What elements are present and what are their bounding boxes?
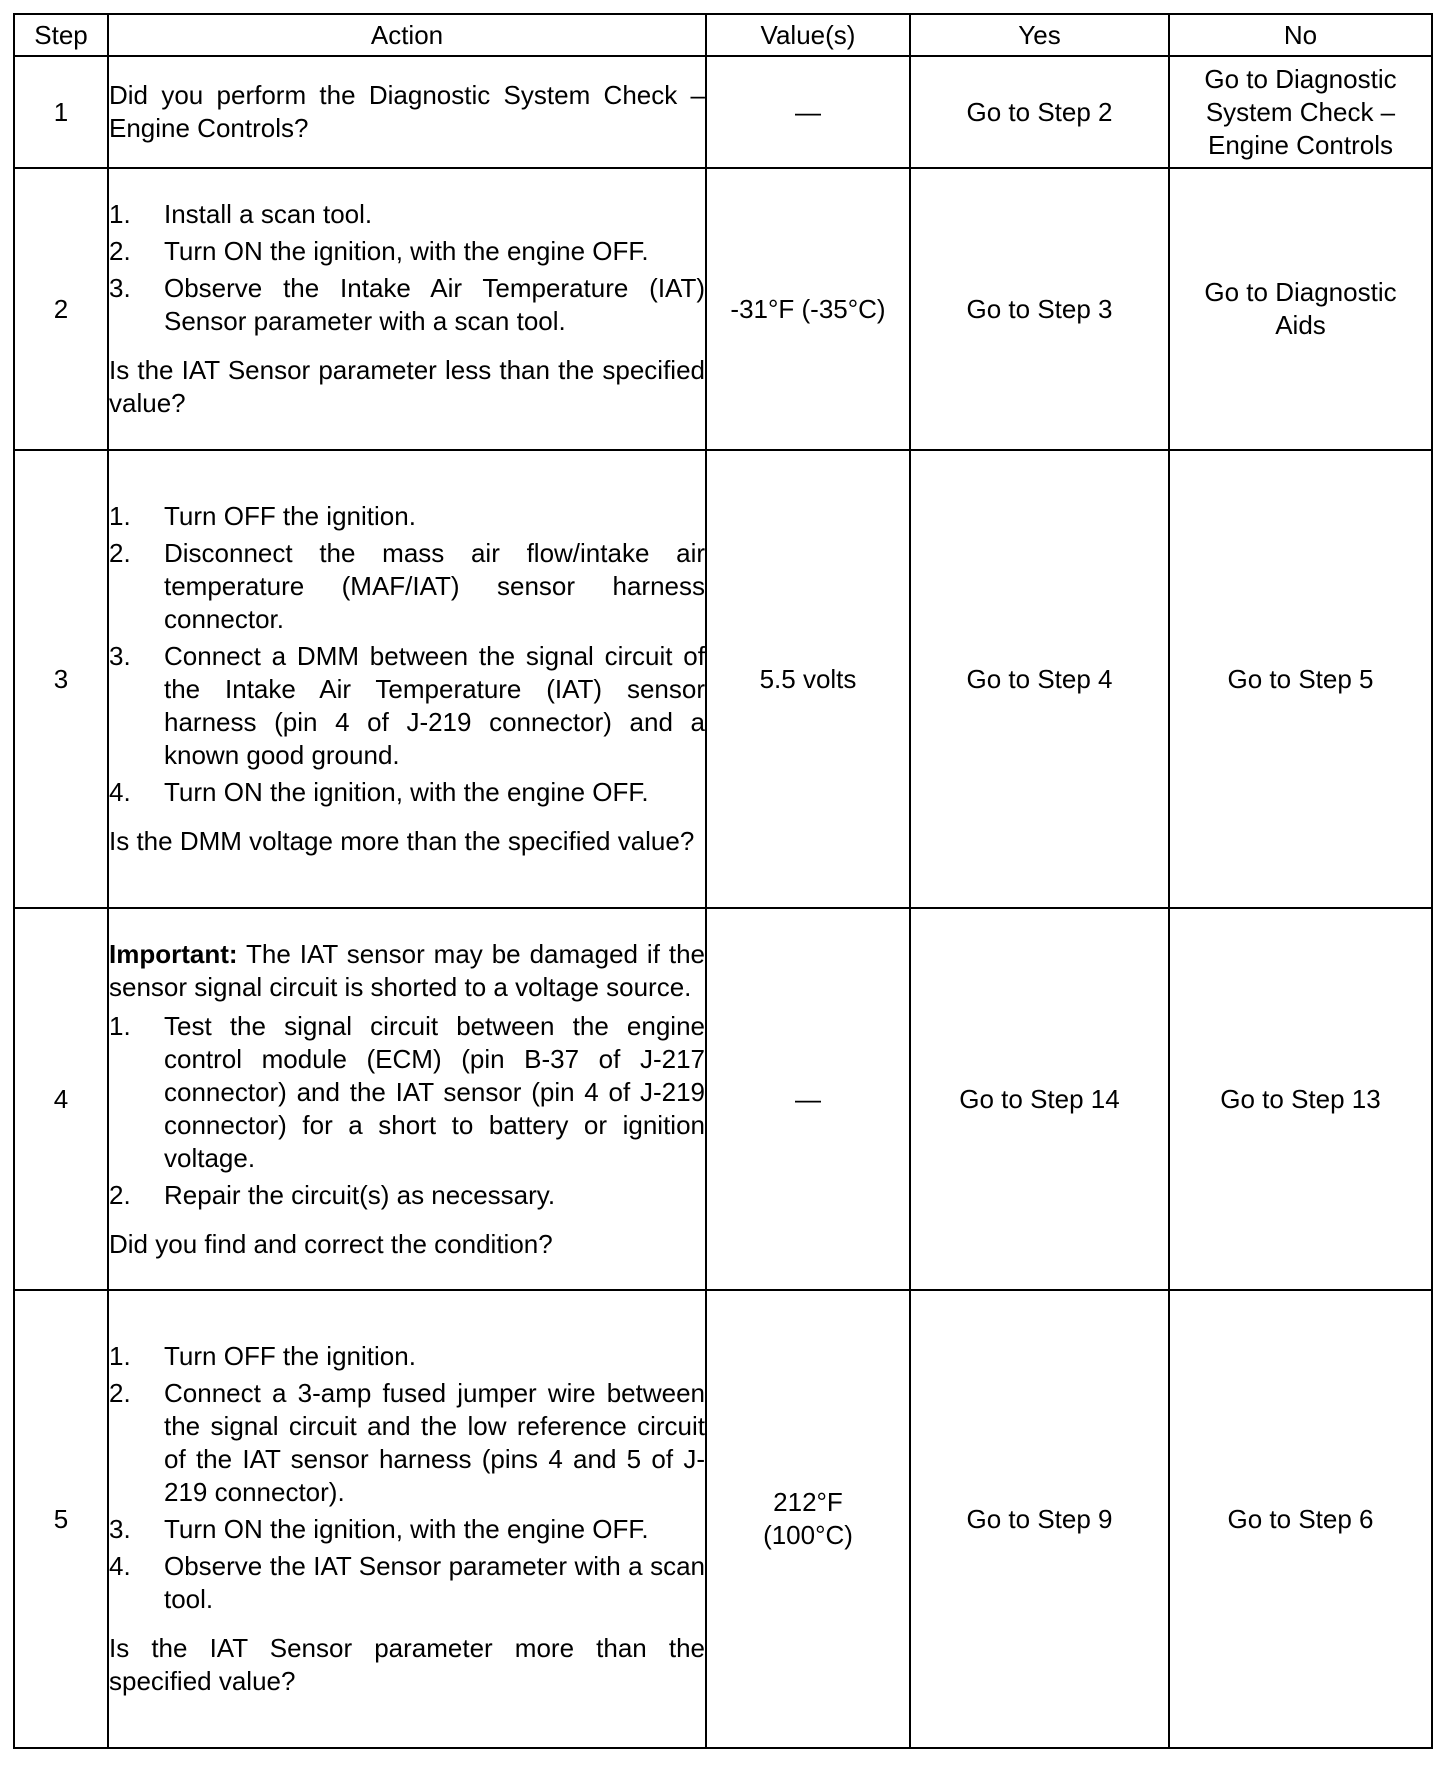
important-note <box>109 938 705 1004</box>
table-row <box>14 1290 1432 1748</box>
yes-cell: Go to Step 14 <box>910 908 1169 1290</box>
action-item-text: Connect a 3-amp fused jumper wire between the signal circuit and the low reference circuit of the IAT sensor harness (pins 4 and 5 of J-219 connector). <box>164 1378 705 1507</box>
important-text: The IAT sensor may be damaged if the sensor signal circuit is shorted to a voltage source. <box>109 938 705 1002</box>
action-item-number: 4. <box>109 1551 131 1581</box>
action-item <box>109 198 705 231</box>
action-item <box>109 1550 705 1616</box>
action-cell <box>108 908 706 1290</box>
action-item-number: 1. <box>109 1341 131 1371</box>
yes-cell: Go to Step 4 <box>910 450 1169 908</box>
action-item-text: Turn OFF the ignition. <box>164 1341 416 1371</box>
action-question: Did you find and correct the condition? <box>109 1228 553 1259</box>
action-item-text: Repair the circuit(s) as necessary. <box>164 1179 556 1210</box>
action-item <box>109 537 705 636</box>
no-cell: Go to Step 13 <box>1169 908 1432 1290</box>
step-number: 1 <box>14 56 108 168</box>
yes-cell: Go to Step 2 <box>910 56 1169 168</box>
action-item-text: Install a scan tool. <box>164 199 373 229</box>
no-cell-text: Go to Diagnostic System Check – Engine Controls <box>1204 63 1397 160</box>
action-item-number: 2. <box>109 538 131 568</box>
no-cell-text: Go to Diagnostic Aids <box>1204 277 1397 340</box>
value-cell <box>706 1290 910 1748</box>
action-item <box>109 1513 705 1546</box>
action-item <box>109 1377 705 1509</box>
value-cell: -31°F (-35°C) <box>706 168 910 450</box>
action-cell <box>108 168 706 450</box>
action-item-number: 2. <box>109 1378 131 1408</box>
action-question: Is the IAT Sensor parameter more than the specified value? <box>109 1633 705 1696</box>
action-item <box>109 272 705 338</box>
action-item-text: Observe the IAT Sensor parameter with a scan tool. <box>164 1551 705 1614</box>
action-item-text: Turn ON the ignition, with the engine OFF. <box>164 236 649 266</box>
action-cell <box>108 450 706 908</box>
action-question: Is the DMM voltage more than the specified value? <box>109 826 695 856</box>
header-action: Action <box>108 14 706 56</box>
action-item-number: 3. <box>109 641 131 671</box>
step-number: 5 <box>14 1290 108 1748</box>
action-cell <box>108 56 706 168</box>
yes-cell: Go to Step 3 <box>910 168 1169 450</box>
action-item-text: Test the signal circuit between the engine control module (ECM) (pin B-37 of J-217 connector) and the IAT sensor (pin 4 of J-219 connector) for a short to battery or ignition voltage. <box>164 1010 705 1173</box>
action-item-number: 4. <box>109 777 131 807</box>
header-row <box>14 14 1432 56</box>
header-values: Value(s) <box>706 14 910 56</box>
action-item <box>109 640 705 772</box>
action-item <box>109 1340 705 1373</box>
table-row <box>14 450 1432 908</box>
value-line: 212°F <box>773 1487 843 1517</box>
action-item-number: 3. <box>109 273 131 303</box>
action-item <box>109 1179 705 1212</box>
action-item-number: 1. <box>109 1010 131 1041</box>
important-label: Important: <box>109 938 238 969</box>
action-item <box>109 235 705 268</box>
header-yes: Yes <box>910 14 1169 56</box>
action-item-text: Turn ON the ignition, with the engine OFF. <box>164 1514 649 1544</box>
action-item-text: Turn OFF the ignition. <box>164 501 416 531</box>
step-number: 2 <box>14 168 108 450</box>
value-line: (100°C) <box>763 1520 853 1550</box>
action-item <box>109 776 705 809</box>
value-cell: — <box>706 908 910 1290</box>
no-cell: Go to Step 5 <box>1169 450 1432 908</box>
action-item-number: 2. <box>109 1179 131 1210</box>
action-item <box>109 500 705 533</box>
step-number: 4 <box>14 908 108 1290</box>
action-item-number: 3. <box>109 1514 131 1544</box>
action-item-number: 1. <box>109 199 131 229</box>
table-row <box>14 56 1432 168</box>
table-row <box>14 168 1432 450</box>
action-cell <box>108 1290 706 1748</box>
header-no: No <box>1169 14 1432 56</box>
action-item-text: Turn ON the ignition, with the engine OFF. <box>164 777 649 807</box>
yes-cell: Go to Step 9 <box>910 1290 1169 1748</box>
no-cell <box>1169 168 1432 450</box>
action-item-text: Disconnect the mass air flow/intake air temperature (MAF/IAT) sensor harness connector. <box>164 538 705 634</box>
action-question: Did you perform the Diagnostic System Check – Engine Controls? <box>109 80 705 143</box>
diagnostic-table <box>13 13 1433 1749</box>
table-row <box>14 908 1432 1290</box>
action-item <box>109 1010 705 1175</box>
action-item-text: Connect a DMM between the signal circuit of the Intake Air Temperature (IAT) sensor harness (pin 4 of J-219 connector) and a known good ground. <box>164 641 705 770</box>
action-item-text: Observe the Intake Air Temperature (IAT) Sensor parameter with a scan tool. <box>164 273 705 336</box>
action-question: Is the IAT Sensor parameter less than the specified value? <box>109 355 705 418</box>
value-cell: — <box>706 56 910 168</box>
no-cell: Go to Step 6 <box>1169 1290 1432 1748</box>
no-cell <box>1169 56 1432 168</box>
action-item-number: 1. <box>109 501 131 531</box>
value-cell: 5.5 volts <box>706 450 910 908</box>
action-item-number: 2. <box>109 236 131 266</box>
step-number: 3 <box>14 450 108 908</box>
header-step: Step <box>14 14 108 56</box>
